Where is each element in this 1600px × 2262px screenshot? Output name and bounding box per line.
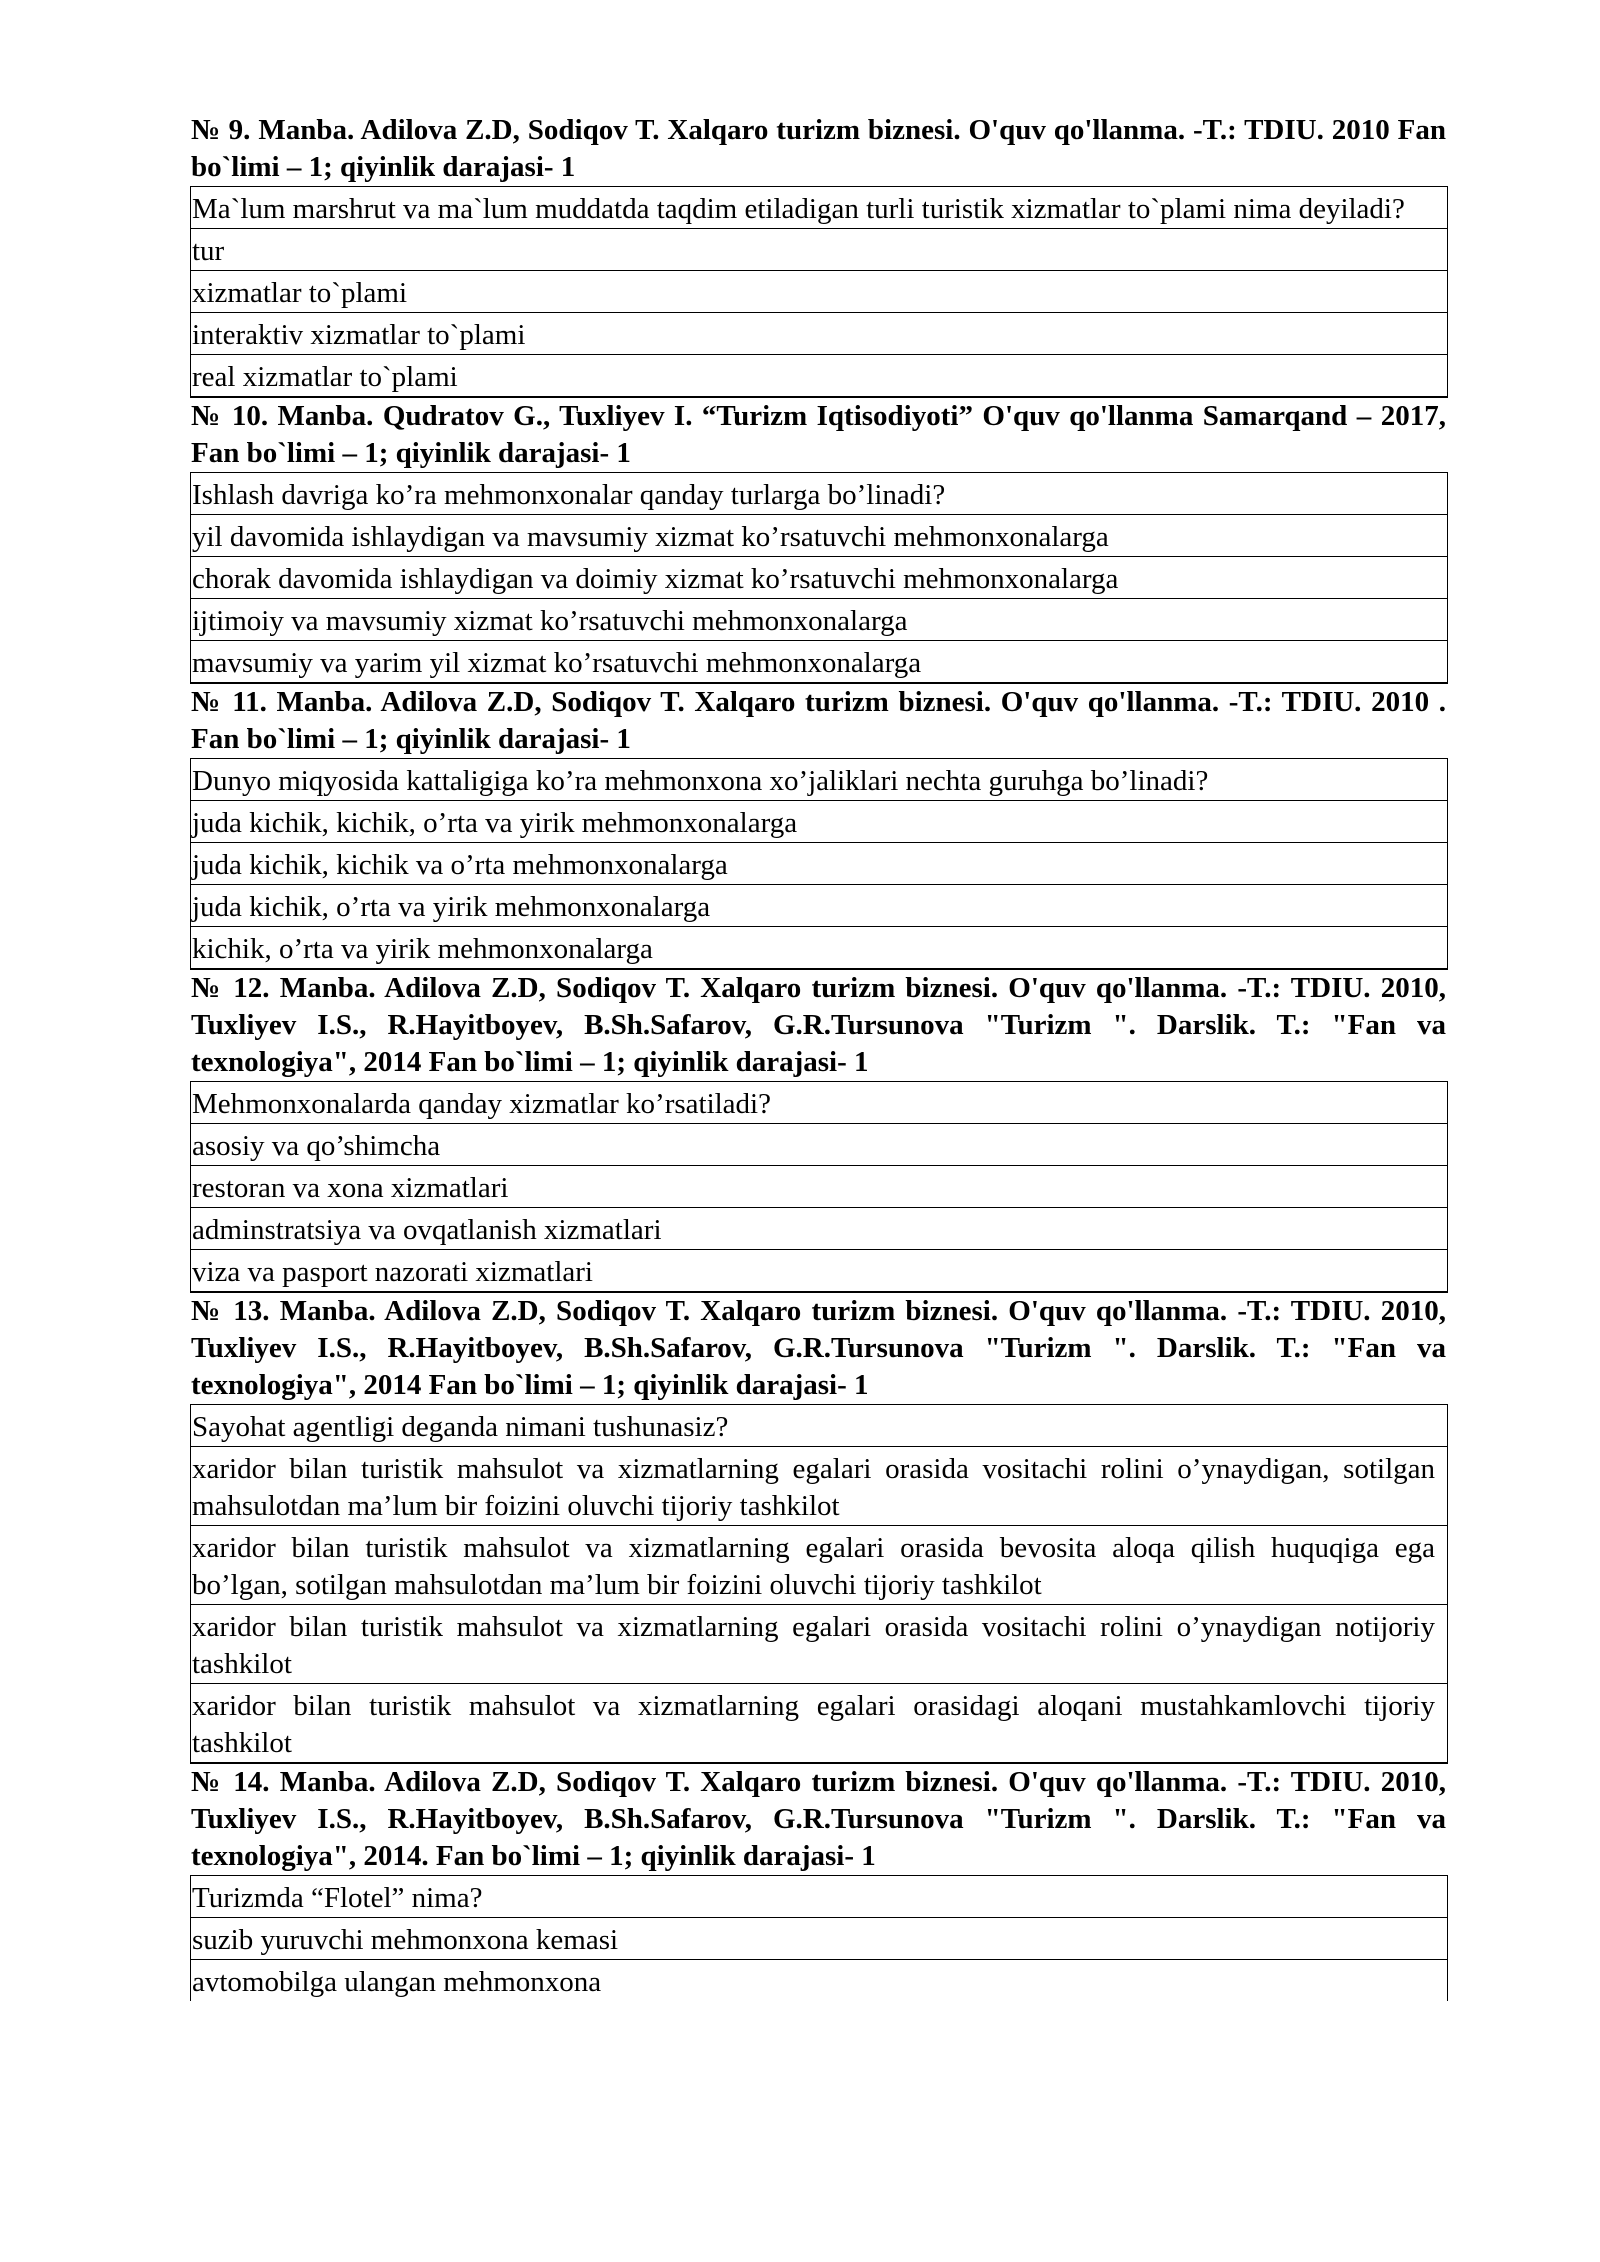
answer-option: kichik, o’rta va yirik mehmonxonalarga bbox=[191, 927, 1447, 970]
answer-option: chorak davomida ishlaydigan va doimiy xizmat ko’rsatuvchi mehmonxonalarga bbox=[191, 557, 1447, 599]
answer-option: xaridor bilan turistik mahsulot va xizmatlarning egalari orasida bevosita aloqa qilish huquqiga ega bo’lgan, sotilgan mahsulotdan ma’lum bir foizini oluvchi tijoriy tashkilot bbox=[191, 1526, 1447, 1605]
answer-option: xaridor bilan turistik mahsulot va xizmatlarning egalari orasida vositachi rolini o’ynaydigan notijoriy tashkilot bbox=[191, 1605, 1447, 1684]
question-table bbox=[190, 1081, 1448, 1293]
answer-option: xaridor bilan turistik mahsulot va xizmatlarning egalari orasida vositachi rolini o’ynaydigan, sotilgan mahsulotdan ma’lum bir foizini oluvchi tijoriy tashkilot bbox=[191, 1447, 1447, 1526]
question-block bbox=[190, 684, 1448, 970]
question-text: Sayohat agentligi deganda nimani tushunasiz? bbox=[191, 1405, 1447, 1447]
answer-option: juda kichik, kichik va o’rta mehmonxonalarga bbox=[191, 843, 1447, 885]
question-text: Dunyo miqyosida kattaligiga ko’ra mehmonxona xo’jaliklari nechta guruhga bo’linadi? bbox=[191, 759, 1447, 801]
question-table bbox=[190, 758, 1448, 970]
question-list bbox=[190, 112, 1448, 2001]
question-text: Ma`lum marshrut va ma`lum muddatda taqdim etiladigan turli turistik xizmatlar to`plami nima deyiladi? bbox=[191, 187, 1447, 229]
answer-option: mavsumiy va yarim yil xizmat ko’rsatuvchi mehmonxonalarga bbox=[191, 641, 1447, 684]
answer-option: tur bbox=[191, 229, 1447, 271]
answer-option: suzib yuruvchi mehmonxona kemasi bbox=[191, 1918, 1447, 1960]
question-table bbox=[190, 1875, 1448, 2001]
answer-option: yil davomida ishlaydigan va mavsumiy xizmat ko’rsatuvchi mehmonxonalarga bbox=[191, 515, 1447, 557]
answer-option: xizmatlar to`plami bbox=[191, 271, 1447, 313]
question-header: № 12. Manba. Adilova Z.D, Sodiqov T. Xalqaro turizm biznesi. O'quv qo'llanma. -T.: TDIU. 2010, Tuxliyev I.S., R.Hayitboyev, B.Sh.Safarov, G.R.Tursunova "Turizm ". Darslik. T.: "Fan va texnologiya", 2014 Fan bo`limi – 1; qiyinlik darajasi- 1 bbox=[191, 972, 1446, 1078]
answer-option: ijtimoiy va mavsumiy xizmat ko’rsatuvchi mehmonxonalarga bbox=[191, 599, 1447, 641]
answer-option: real xizmatlar to`plami bbox=[191, 355, 1447, 398]
question-block bbox=[190, 112, 1448, 398]
question-block bbox=[190, 970, 1448, 1293]
answer-option: asosiy va qo’shimcha bbox=[191, 1124, 1447, 1166]
question-block bbox=[190, 1293, 1448, 1764]
answer-option: xaridor bilan turistik mahsulot va xizmatlarning egalari orasidagi aloqani mustahkamlovchi tijoriy tashkilot bbox=[191, 1684, 1447, 1764]
question-header: № 9. Manba. Adilova Z.D, Sodiqov T. Xalqaro turizm biznesi. O'quv qo'llanma. -T.: TDIU. 2010 Fan bo`limi – 1; qiyinlik darajasi- 1 bbox=[191, 114, 1446, 183]
question-header: № 14. Manba. Adilova Z.D, Sodiqov T. Xalqaro turizm biznesi. O'quv qo'llanma. -T.: TDIU. 2010, Tuxliyev I.S., R.Hayitboyev, B.Sh.Safarov, G.R.Tursunova "Turizm ". Darslik. T.: "Fan va texnologiya", 2014. Fan bo`limi – 1; qiyinlik darajasi- 1 bbox=[191, 1766, 1446, 1872]
question-header: № 11. Manba. Adilova Z.D, Sodiqov T. Xalqaro turizm biznesi. O'quv qo'llanma. -T.: TDIU. 2010 . Fan bo`limi – 1; qiyinlik darajasi- 1 bbox=[191, 686, 1446, 755]
answer-option: interaktiv xizmatlar to`plami bbox=[191, 313, 1447, 355]
question-block bbox=[190, 398, 1448, 684]
question-block bbox=[190, 1764, 1448, 2001]
answer-option: juda kichik, o’rta va yirik mehmonxonalarga bbox=[191, 885, 1447, 927]
question-table bbox=[190, 186, 1448, 398]
answer-option: adminstratsiya va ovqatlanish xizmatlari bbox=[191, 1208, 1447, 1250]
question-header: № 13. Manba. Adilova Z.D, Sodiqov T. Xalqaro turizm biznesi. O'quv qo'llanma. -T.: TDIU. 2010, Tuxliyev I.S., R.Hayitboyev, B.Sh.Safarov, G.R.Tursunova "Turizm ". Darslik. T.: "Fan va texnologiya", 2014 Fan bo`limi – 1; qiyinlik darajasi- 1 bbox=[191, 1295, 1446, 1401]
question-text: Mehmonxonalarda qanday xizmatlar ko’rsatiladi? bbox=[191, 1082, 1447, 1124]
question-header: № 10. Manba. Qudratov G., Tuxliyev I. “Turizm Iqtisodiyoti” O'quv qo'llanma Samarqand – 2017, Fan bo`limi – 1; qiyinlik darajasi- 1 bbox=[191, 400, 1446, 469]
answer-option: avtomobilga ulangan mehmonxona bbox=[192, 1966, 602, 1998]
question-table bbox=[190, 1404, 1448, 1764]
answer-option: restoran va xona xizmatlari bbox=[191, 1166, 1447, 1208]
question-text: Ishlash davriga ko’ra mehmonxonalar qanday turlarga bo’linadi? bbox=[191, 473, 1447, 515]
answer-option: juda kichik, kichik, o’rta va yirik mehmonxonalarga bbox=[191, 801, 1447, 843]
question-table bbox=[190, 472, 1448, 684]
answer-option: viza va pasport nazorati xizmatlari bbox=[191, 1250, 1447, 1293]
question-text: Turizmda “Flotel” nima? bbox=[191, 1876, 1447, 1918]
